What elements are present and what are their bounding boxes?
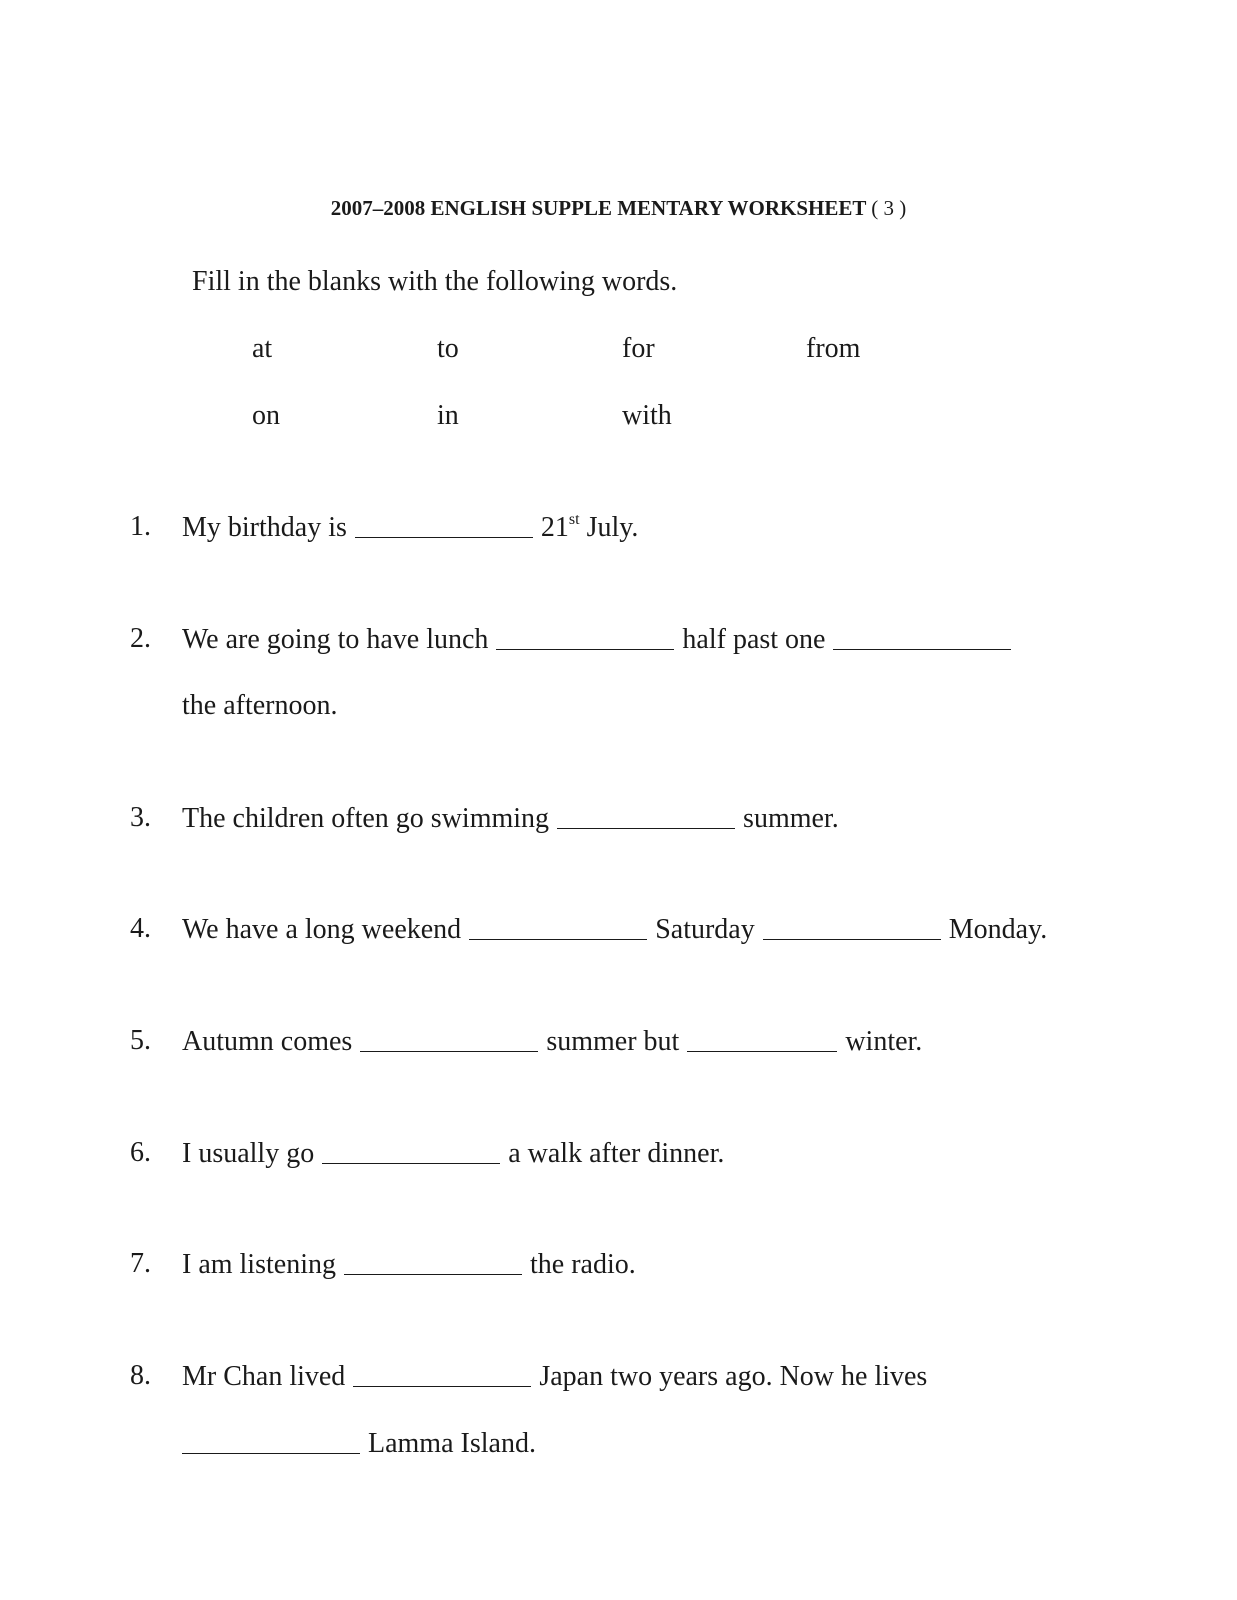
word-bank-in: in [437, 400, 459, 431]
answer-blank[interactable] [833, 625, 1011, 650]
word-bank-at: at [252, 333, 273, 364]
question-number: 3. [130, 802, 151, 833]
question-5 [182, 1025, 922, 1058]
answer-blank[interactable] [182, 1429, 360, 1454]
title-text: 2007–2008 ENGLISH SUPPLE MENTARY WORKSHEET [330, 196, 866, 220]
answer-blank[interactable] [496, 625, 674, 650]
question-text: My birthday is [182, 512, 347, 543]
ordinal-suffix: st [568, 511, 580, 528]
question-text: summer. [743, 803, 839, 834]
question-text: 21 [540, 512, 569, 543]
question-text: half past one [682, 624, 826, 655]
question-2 [182, 623, 1019, 656]
question-text: the afternoon. [182, 690, 338, 721]
question-text: We have a long weekend [182, 914, 462, 945]
question-number: 7. [130, 1248, 151, 1279]
question-8-continued [182, 1427, 536, 1460]
answer-blank[interactable] [344, 1250, 522, 1275]
answer-blank[interactable] [353, 1362, 531, 1387]
question-text: I usually go [182, 1138, 315, 1169]
question-6 [182, 1137, 724, 1170]
question-number: 6. [130, 1137, 151, 1168]
instruction: Fill in the blanks with the following words. [192, 266, 678, 297]
answer-blank[interactable] [687, 1027, 837, 1052]
question-number: 1. [130, 511, 151, 542]
question-text: a walk after dinner. [508, 1138, 725, 1169]
answer-blank[interactable] [763, 915, 941, 940]
question-2-continued [182, 690, 338, 722]
question-text: the radio. [529, 1249, 636, 1280]
question-3 [182, 802, 839, 835]
question-text: Saturday [655, 914, 755, 945]
question-text: winter. [845, 1026, 923, 1057]
answer-blank[interactable] [360, 1027, 538, 1052]
word-bank-from: from [806, 333, 861, 364]
question-8 [182, 1360, 927, 1393]
question-number: 4. [130, 913, 151, 944]
question-text: I am listening [182, 1249, 336, 1280]
word-bank-on: on [252, 400, 280, 431]
question-text: Lamma Island. [368, 1428, 536, 1459]
word-bank-to: to [437, 333, 459, 364]
answer-blank[interactable] [557, 804, 735, 829]
question-number: 8. [130, 1360, 151, 1391]
worksheet-number: ( 3 ) [871, 196, 907, 220]
word-bank-with: with [622, 400, 672, 431]
answer-blank[interactable] [469, 915, 647, 940]
question-number: 2. [130, 623, 151, 654]
question-text: Monday. [948, 914, 1048, 945]
question-text: summer but [546, 1026, 680, 1057]
question-number: 5. [130, 1025, 151, 1056]
question-text: July. [586, 512, 639, 543]
question-text: Japan two years ago. Now he lives [539, 1361, 928, 1392]
question-7 [182, 1248, 636, 1281]
answer-blank[interactable] [355, 513, 533, 538]
question-4 [182, 913, 1047, 946]
question-1 [182, 511, 638, 544]
word-bank-for: for [622, 333, 655, 364]
answer-blank[interactable] [322, 1139, 500, 1164]
question-text: We are going to have lunch [182, 624, 489, 655]
question-text: Mr Chan lived [182, 1361, 346, 1392]
question-text: The children often go swimming [182, 803, 550, 834]
worksheet-title [0, 196, 1237, 221]
question-text: Autumn comes [182, 1026, 353, 1057]
